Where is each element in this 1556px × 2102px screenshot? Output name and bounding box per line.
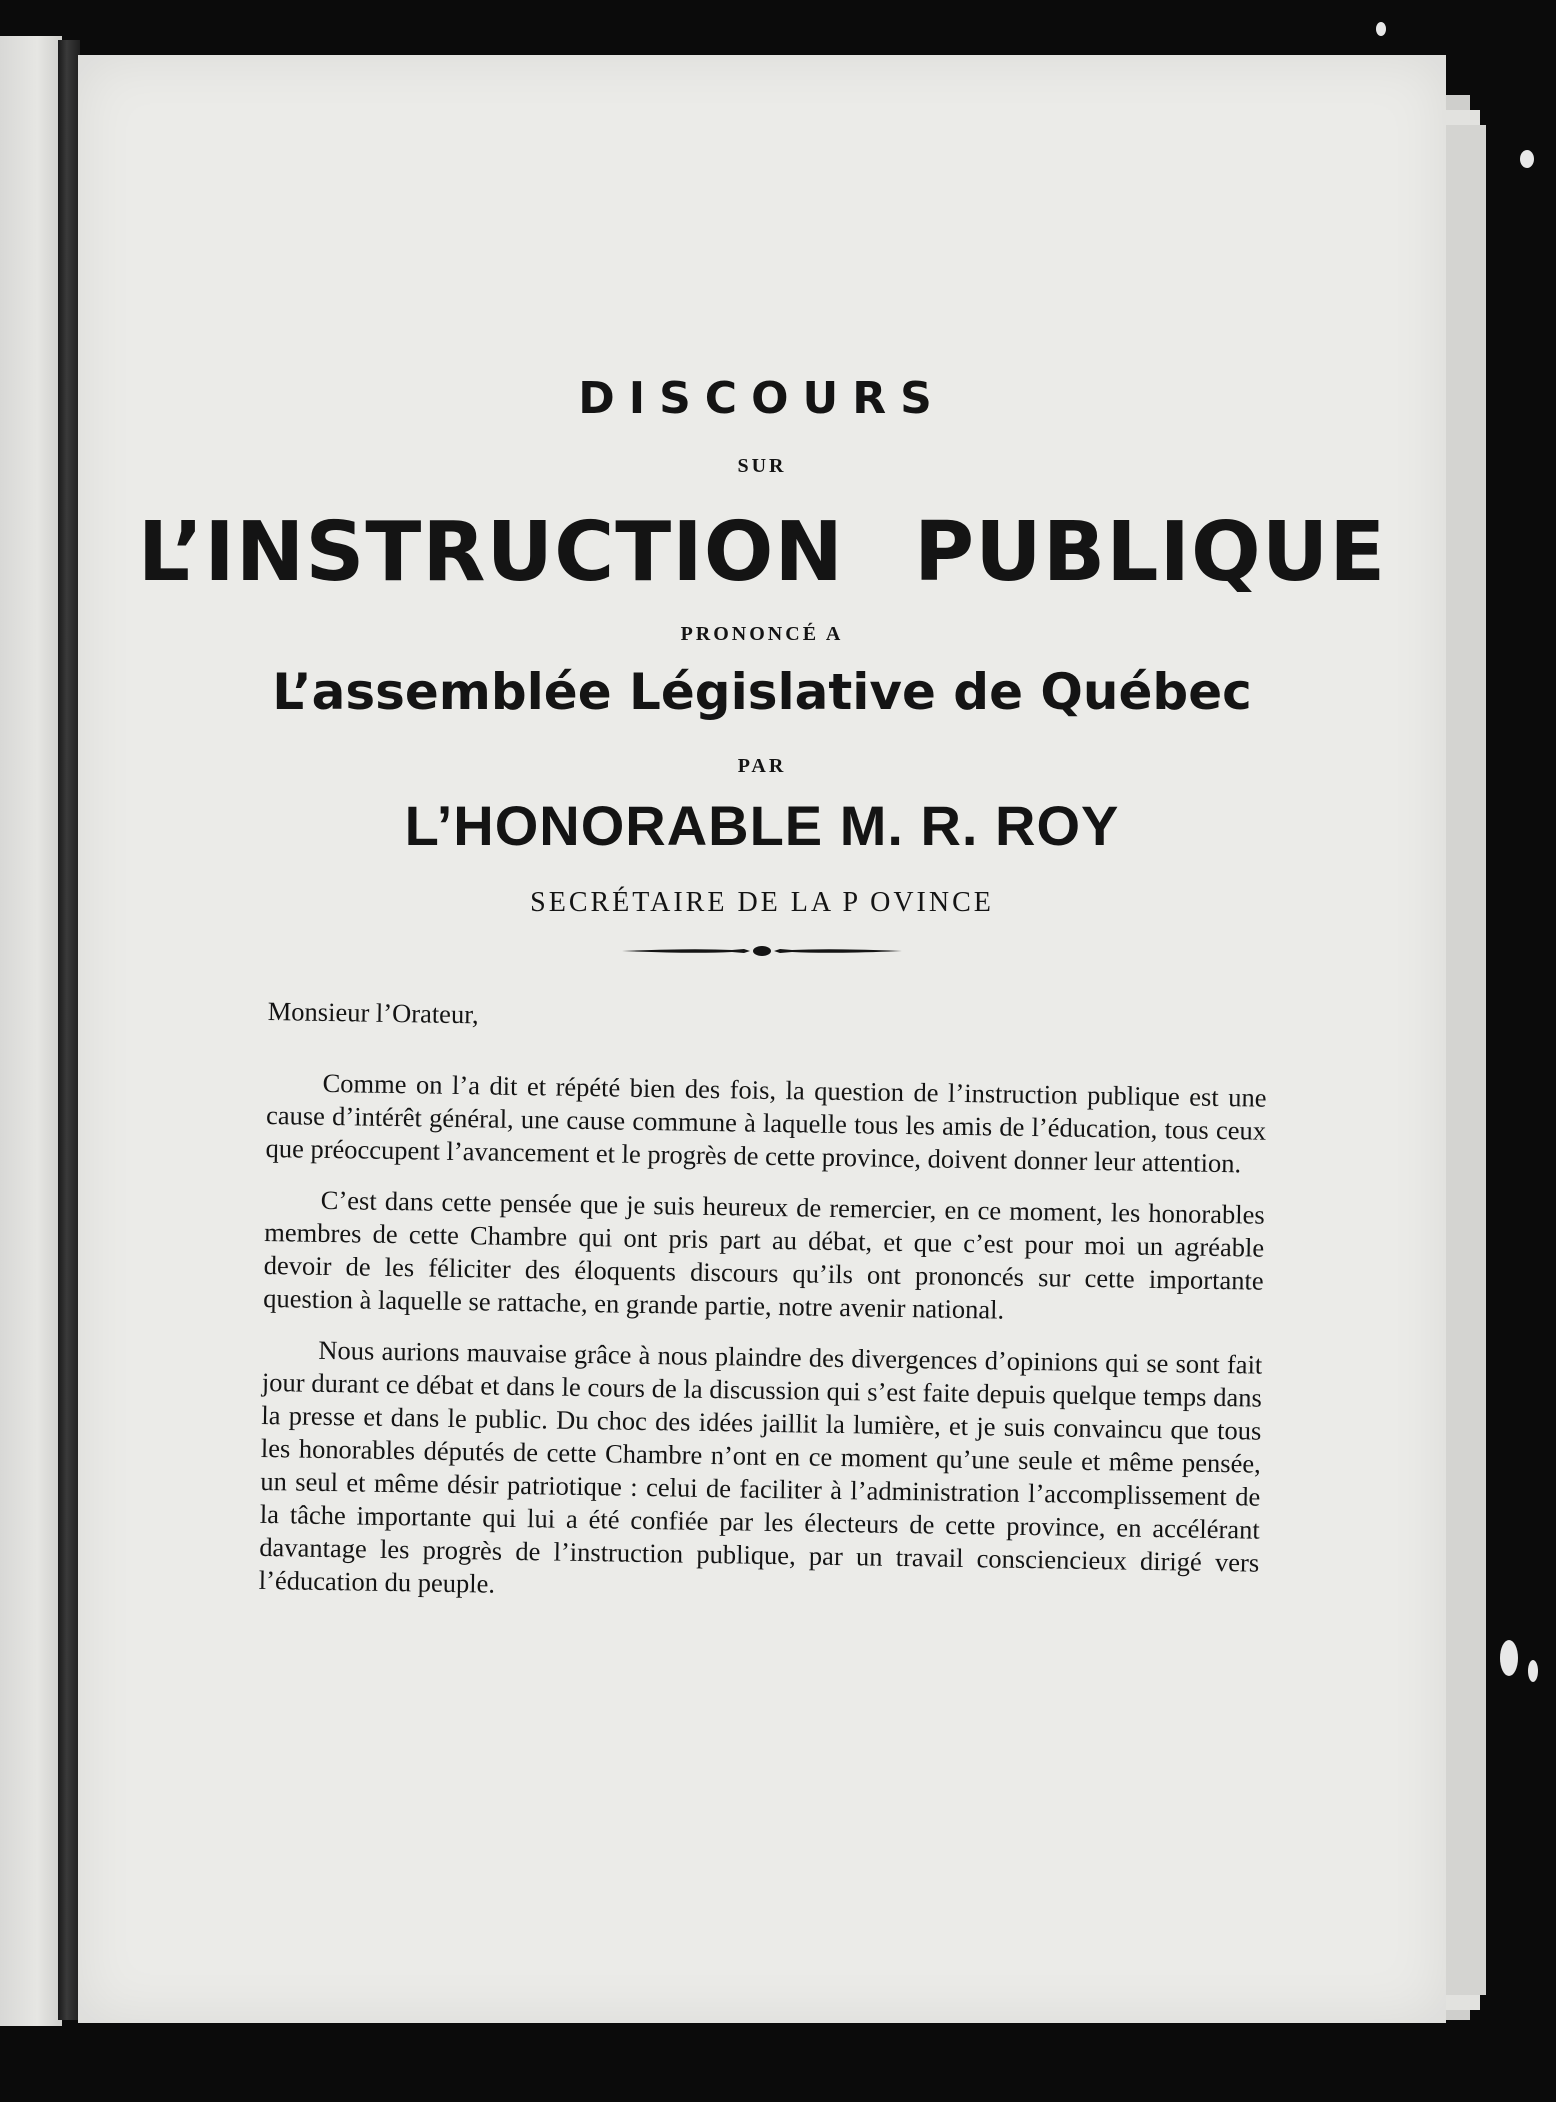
paragraph-1: Comme on l’a dit et répété bien des fois, la question de l’instruction publique est une cause d’intérêt général, une cause commune à laquelle tous les amis de l’éducation, tous ceux que préoccupent l’avancement et le progrès de cette province, doivent donner leur attention. [265, 1067, 1267, 1179]
book-gutter [58, 40, 80, 2020]
title-part-2: PUBLIQUE [914, 505, 1387, 600]
document-page [78, 55, 1446, 2023]
page-title [78, 505, 1446, 600]
assembly-name: L’assemblée Législative de Québec [272, 663, 1252, 721]
speaker-name: L’HONORABLE M. R. ROY [404, 794, 1120, 857]
paragraph-2: C’est dans cette pensée que je suis heureux de remercier, en ce moment, les honorables membres de cette Chambre qui ont pris part au débat, et que c’est pour moi un agréable devoir de les féliciter des éloquents discours qu’ils ont prononcés sur cette importante question à laquelle se rattache, en grande partie, notre avenir national. [263, 1184, 1265, 1325]
previous-page-edge [0, 36, 62, 2026]
speech-body [258, 995, 1268, 1631]
word-par: PAR [737, 755, 787, 777]
word-prononce: PRONONCÉ A [680, 623, 844, 645]
ornament-rule-icon [622, 937, 902, 965]
title-part-1: L’INSTRUCTION [137, 505, 845, 600]
paragraph-3: Nous aurions mauvaise grâce à nous plaindre des divergences d’opinions qui se sont fait jour durant ce débat et dans le cours de la discussion qui s’est faite depuis quelque temps dans la presse et dans le public. Du choc des idées jaillit la lumière, et je suis convaincu que tous les honorables députés de cette Chambre n’ont en ce moment qu’une seule et même pensée, un seul et même désir patriotique : celui de faciliter à l’administration l’accomplissement de la tâche importante qui lui a été confiée par les électeurs de cette province, en accélérant davantage les progrès de l’instruction publique, par un travail consciencieux dirigé vers l’éducation du peuple. [258, 1334, 1263, 1599]
page-content [78, 55, 1446, 2023]
heading-discours: DISCOURS [578, 373, 946, 424]
speaker-office: SECRÉTAIRE DE LA P OVINCE [530, 887, 994, 918]
page-stack-edge [1440, 125, 1486, 1995]
salutation: Monsieur l’Orateur, [267, 995, 479, 1030]
word-sur: SUR [737, 455, 787, 477]
